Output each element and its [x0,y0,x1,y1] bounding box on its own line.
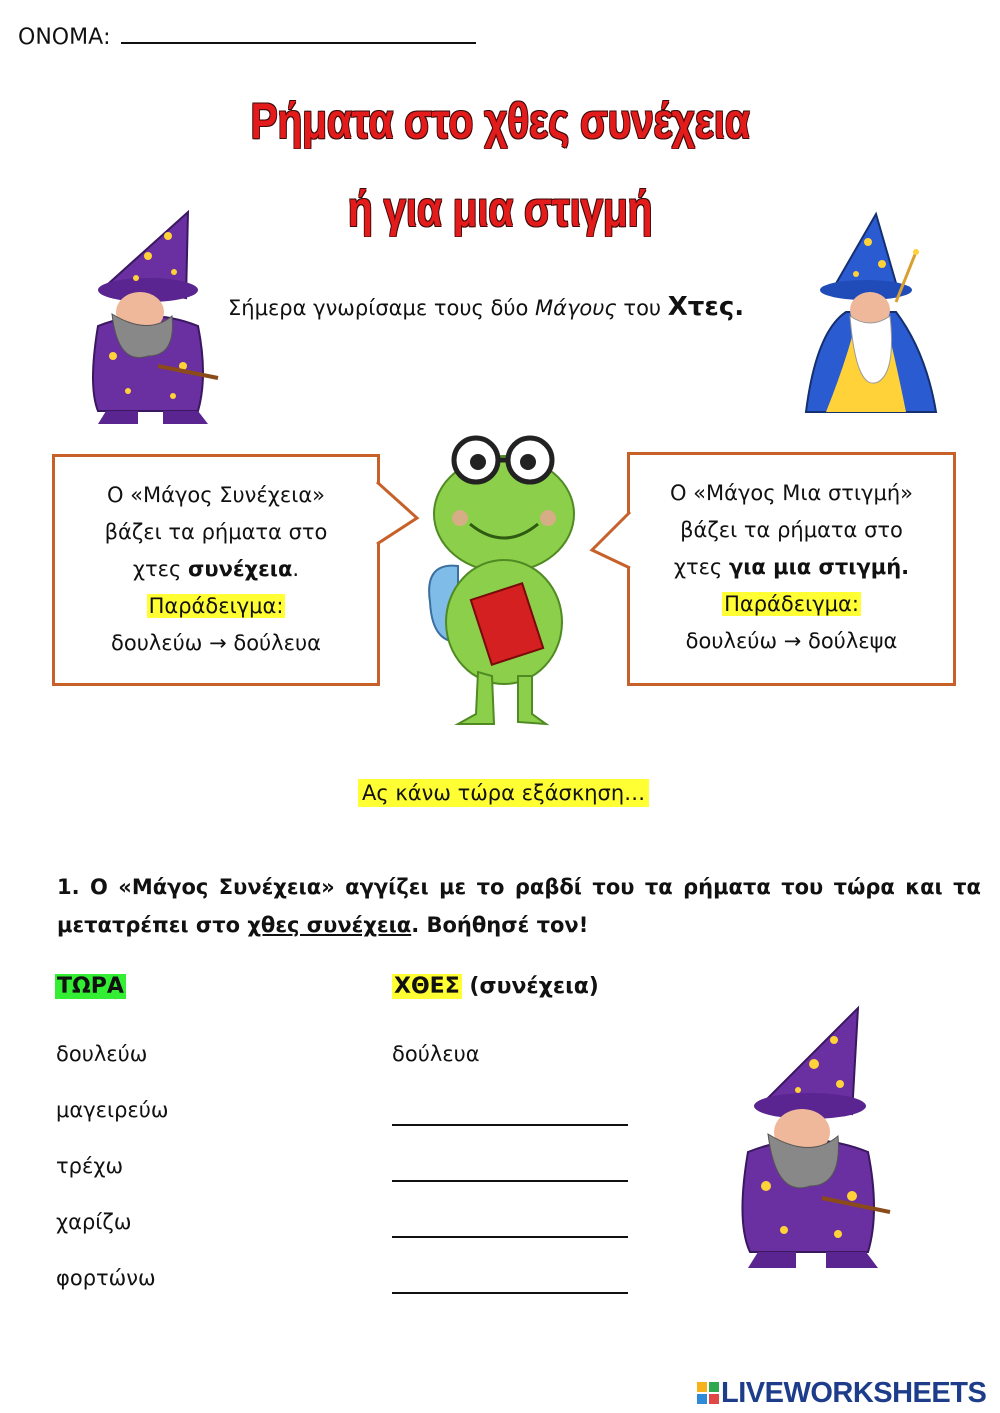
intro-text-prefix: Σήμερα γνωρίσαμε τους δύο [228,296,536,320]
intro-text-middle: του [616,296,668,320]
task-1-text-start: 1. Ο «Μάγος Συνέχεια» αγγίζει με το ραβδί του τα ρήματα του τώρα και τα μετατρέπει στο [57,875,981,937]
column-header-now [55,974,126,999]
verb-now-3: τρέχω [56,1154,124,1178]
name-label: ΟΝΟΜΑ: [18,25,111,50]
liveworksheets-logo [697,1377,986,1410]
name-input-line[interactable] [121,22,476,44]
bubble-right-line-3 [630,549,953,586]
intro-xtes-word: Χτες. [667,292,745,322]
page-title-line-2: ή για μια στιγμή [347,181,653,237]
bubble-left-line-3 [55,551,377,588]
bubble-left-line-3-prefix: χτες [132,557,189,581]
task-1-text-end: . Βοήθησέ τον! [411,913,589,937]
frog-with-glasses-icon [418,432,590,734]
liveworksheets-logo-icon [697,1382,719,1404]
purple-wizard-bottom-icon [718,1002,898,1278]
bubble-left-example-label: Παράδειγμα: [148,594,284,618]
column-header-past-sub: (συνέχεια) [469,974,599,999]
bubble-left-example: δουλεύω → δούλευα [111,631,321,655]
bubble-left-tail [377,480,419,550]
verb-now-1: δουλεύω [56,1042,148,1066]
intro-magi-word: Μάγους [535,296,617,320]
bubble-right-tail [590,510,630,570]
column-header-past [392,974,599,999]
bubble-right-example: δουλεύω → δούλεψα [685,629,898,653]
speech-bubble-magos-synexeia [52,454,380,686]
verb-now-2: μαγειρεύω [56,1098,169,1122]
column-header-past-label: ΧΘΕΣ [394,974,460,999]
bubble-right-example-label: Παράδειγμα: [724,592,859,616]
name-field-row [18,22,476,50]
answer-blank-5[interactable] [392,1292,628,1294]
speech-bubble-magos-mia-stigmi [627,452,956,686]
answer-blank-4[interactable] [392,1236,628,1238]
answer-blank-2[interactable] [392,1124,628,1126]
liveworksheets-logo-text: LIVEWORKSHEETS [721,1377,987,1409]
bubble-left-line-3-suffix: . [292,557,300,581]
blue-wizard-icon [786,212,946,434]
task-1-instruction [57,868,981,944]
bubble-right-line-1: Ο «Μάγος Μια στιγμή» [669,481,914,505]
bubble-right-line-3-bold: για μια στιγμή. [728,555,910,579]
verb-now-5: φορτώνω [56,1266,156,1290]
practice-heading: Ας κάνω τώρα εξάσκηση… [358,779,649,807]
purple-wizard-icon [68,206,228,430]
bubble-right-line-2: βάζει τα ρήματα στο [680,518,903,542]
answer-example: δούλευα [392,1042,480,1066]
verb-now-4: χαρίζω [56,1210,132,1234]
bubble-right-line-3-prefix: χτες [673,555,729,579]
page-title-line-1: Ρήματα στο χθες συνέχεια [250,93,750,149]
task-1-underlined-term: χθες συνέχεια [247,913,412,937]
bubble-left-line-1: Ο «Μάγος Συνέχεια» [106,483,326,507]
answer-blank-3[interactable] [392,1180,628,1182]
intro-sentence [228,292,744,322]
bubble-left-line-3-bold: συνέχεια [188,557,293,581]
bubble-left-line-2: βάζει τα ρήματα στο [104,520,328,544]
column-header-now-label: ΤΩΡΑ [57,974,124,999]
